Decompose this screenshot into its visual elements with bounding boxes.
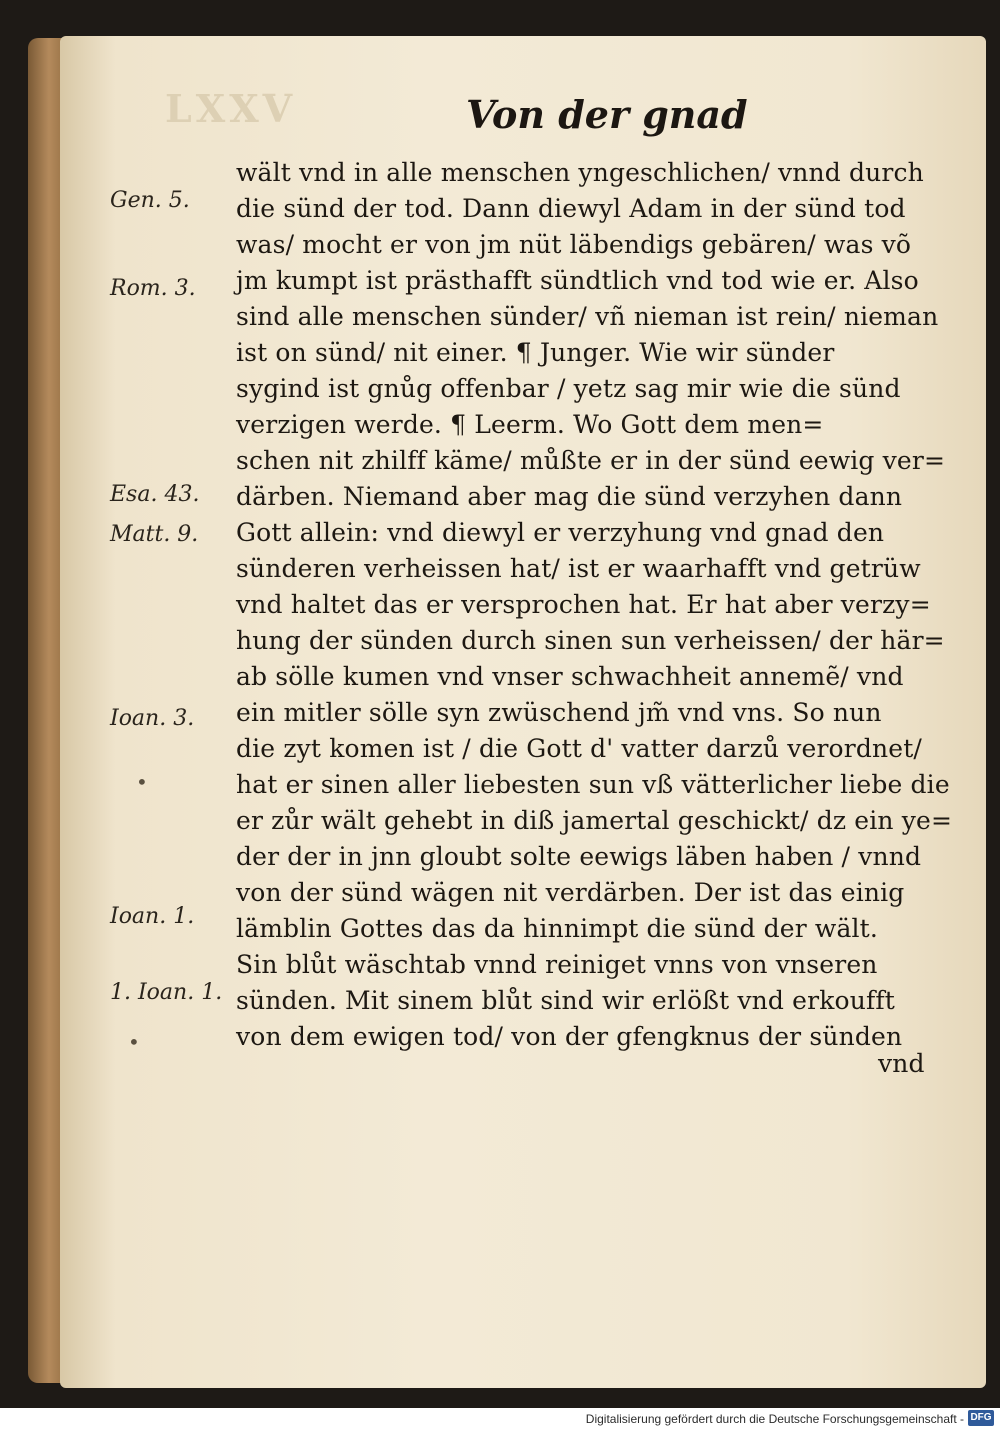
text-line: jm kumpt ist prästhafft sündtlich vnd tod wie er. Also — [236, 266, 919, 295]
text-line: sünden. Mit sinem blůt sind wir erlößt vnd erkoufft — [236, 986, 895, 1015]
dfg-logo: DFG — [968, 1410, 994, 1426]
text-line: von dem ewigen tod/ von der gfengknus der sünden — [236, 1022, 903, 1051]
text-line: die zyt komen ist / die Gott d' vatter darzů verordnet/ — [236, 734, 922, 763]
catchword: vnd — [878, 1049, 925, 1078]
text-line: sind alle menschen sünder/ vñ nieman ist rein/ nieman — [236, 302, 939, 331]
margin-dot: • — [136, 770, 148, 794]
text-line: schen nit zhilff käme/ můßte er in der sünd eewig ver= — [236, 446, 946, 475]
text-line: hung der sünden durch sinen sun verheissen/ der här= — [236, 626, 945, 655]
text-line: die sünd der tod. Dann diewyl Adam in der sünd tod — [236, 194, 906, 223]
footer-bar — [0, 1408, 1000, 1431]
running-head: Von der gnad — [466, 92, 748, 137]
margin-note-ioan-1: Ioan. 1. — [110, 904, 195, 929]
text-line: sünderen verheissen hat/ ist er waarhafft vnd getrüw — [236, 554, 921, 583]
margin-dot: • — [128, 1030, 140, 1054]
text-line: lämblin Gottes das da hinnimpt die sünd der wält. — [236, 914, 878, 943]
text-line: sygind ist gnůg offenbar / yetz sag mir wie die sünd — [236, 374, 901, 403]
margin-note-ioan-3: Ioan. 3. — [110, 706, 195, 731]
margin-note-esa: Esa. 43. — [110, 482, 200, 507]
text-line: wält vnd in alle menschen yngeschlichen/ vnnd durch — [236, 158, 924, 187]
margin-note-1-ioan-1: 1. Ioan. 1. — [110, 980, 223, 1005]
margin-note-rom: Rom. 3. — [110, 276, 196, 301]
text-line: was/ mocht er von jm nüt läbendigs gebären/ was võ — [236, 230, 912, 259]
margin-note-matt: Matt. 9. — [110, 522, 199, 547]
text-line: Gott allein: vnd diewyl er verzyhung vnd gnad den — [236, 518, 885, 547]
text-line: der der in jnn gloubt solte eewigs läben haben / vnnd — [236, 842, 922, 871]
text-line: därben. Niemand aber mag die sünd verzyhen dann — [236, 482, 903, 511]
text-line: verzigen werde. ¶ Leerm. Wo Gott dem men= — [236, 410, 824, 439]
text-line: hat er sinen aller liebesten sun vß vätterlicher liebe die — [236, 770, 950, 799]
text-line: ist on sünd/ nit einer. ¶ Junger. Wie wir sünder — [236, 338, 835, 367]
text-line: ein mitler sölle syn zwüschend jm̃ vnd vns. So nun — [236, 698, 882, 727]
text-line: von der sünd wägen nit verdärben. Der ist das einig — [236, 878, 905, 907]
text-line: Sin blůt wäschtab vnnd reiniget vnns von vnseren — [236, 950, 878, 979]
text-line: ab sölle kumen vnd vnser schwachheit annemẽ/ vnd — [236, 662, 904, 691]
funding-credit: Digitalisierung gefördert durch die Deutsche Forschungsgemeinschaft - — [585, 1412, 964, 1426]
margin-note-gen: Gen. 5. — [110, 188, 190, 213]
ghost-folio: LXXV — [165, 86, 297, 131]
text-line: er zůr wält gehebt in diß jamertal geschickt/ dz ein ye= — [236, 806, 953, 835]
text-line: vnd haltet das er versprochen hat. Er hat aber verzy= — [236, 590, 931, 619]
